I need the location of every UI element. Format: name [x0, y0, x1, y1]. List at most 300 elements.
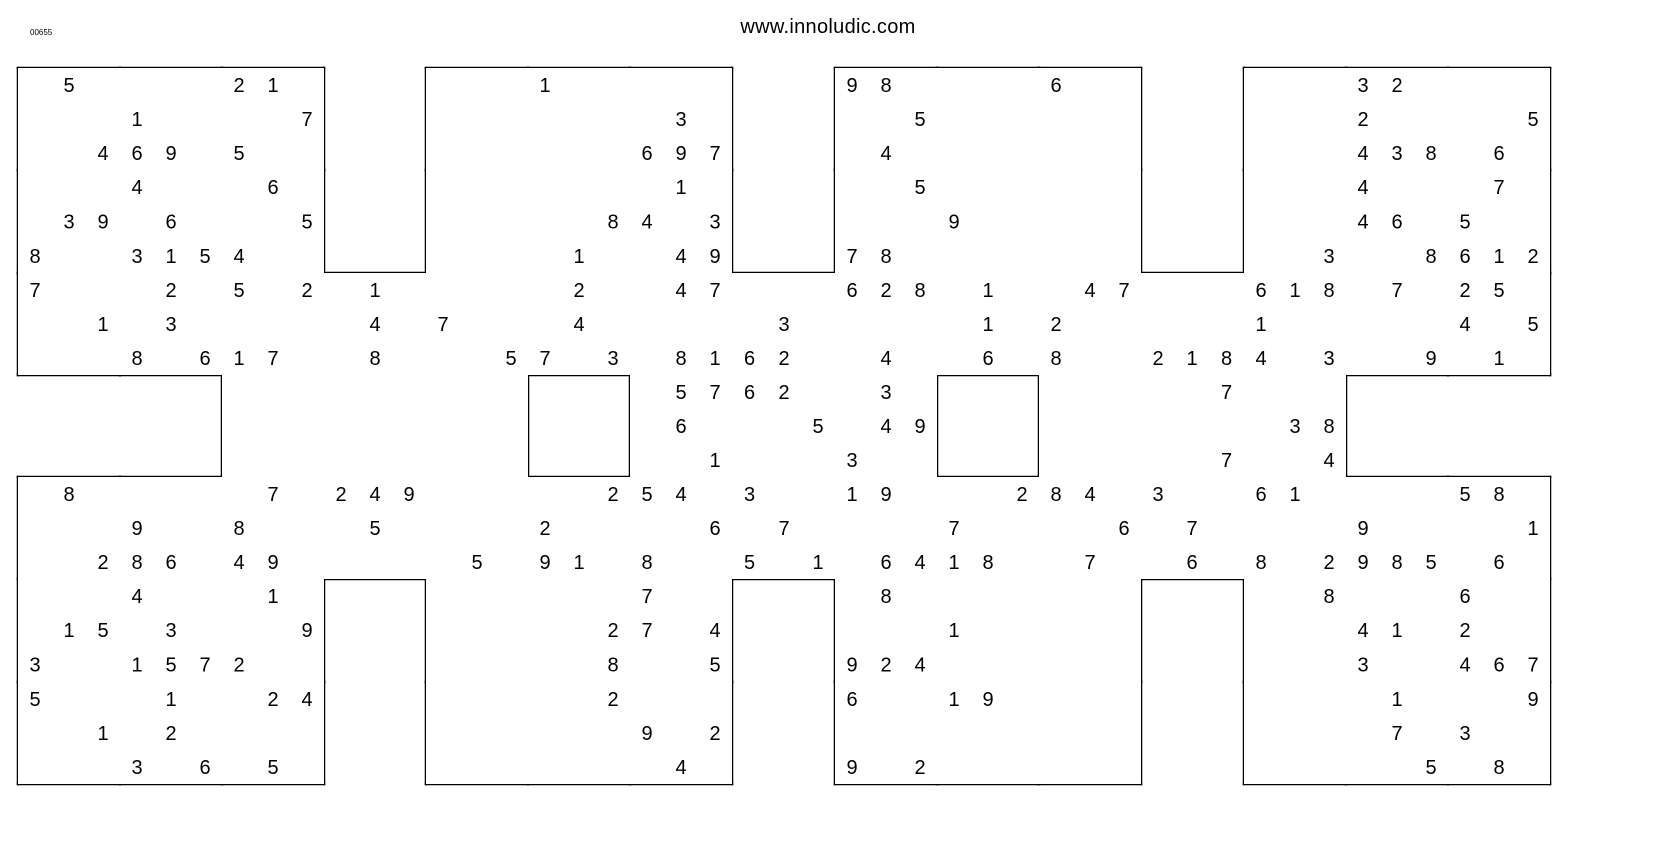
sudoku-cell[interactable]: [1141, 273, 1175, 307]
sudoku-cell[interactable]: [562, 750, 596, 784]
sudoku-cell[interactable]: [494, 647, 528, 682]
sudoku-cell[interactable]: [1073, 68, 1107, 102]
sudoku-cell[interactable]: [1346, 307, 1380, 341]
sudoku-cell[interactable]: [18, 170, 52, 204]
sudoku-cell[interactable]: [1312, 68, 1346, 102]
sudoku-cell[interactable]: [1244, 102, 1278, 136]
sudoku-cell[interactable]: [86, 579, 120, 613]
sudoku-cell[interactable]: [596, 136, 630, 170]
sudoku-cell[interactable]: [1039, 204, 1073, 239]
sudoku-cell[interactable]: [1516, 341, 1550, 375]
sudoku-cell[interactable]: [971, 579, 1005, 613]
sudoku-cell[interactable]: [1073, 239, 1107, 273]
sudoku-cell[interactable]: [698, 409, 732, 443]
sudoku-cell[interactable]: [596, 716, 630, 750]
sudoku-cell[interactable]: [1005, 273, 1039, 307]
sudoku-cell[interactable]: [664, 443, 698, 477]
sudoku-cell[interactable]: [460, 716, 494, 750]
sudoku-cell[interactable]: [1312, 716, 1346, 750]
sudoku-cell[interactable]: [1107, 682, 1141, 716]
sudoku-cell[interactable]: [801, 443, 835, 477]
sudoku-cell[interactable]: [1448, 68, 1482, 102]
sudoku-cell[interactable]: [903, 443, 937, 477]
sudoku-cell[interactable]: [869, 682, 903, 716]
sudoku-cell[interactable]: [1278, 545, 1312, 579]
sudoku-cell[interactable]: [1380, 307, 1414, 341]
sudoku-cell[interactable]: [664, 511, 698, 545]
sudoku-cell[interactable]: [1073, 136, 1107, 170]
sudoku-cell[interactable]: [1244, 170, 1278, 204]
sudoku-cell[interactable]: [1380, 102, 1414, 136]
sudoku-cell[interactable]: [1448, 341, 1482, 375]
sudoku-cell[interactable]: [835, 579, 869, 613]
sudoku-cell[interactable]: [86, 273, 120, 307]
sudoku-cell[interactable]: [494, 136, 528, 170]
sudoku-cell[interactable]: [971, 239, 1005, 273]
sudoku-cell[interactable]: [1482, 102, 1516, 136]
sudoku-cell[interactable]: [971, 170, 1005, 204]
sudoku-cell[interactable]: [1414, 273, 1448, 307]
sudoku-cell[interactable]: [290, 136, 324, 170]
sudoku-cell[interactable]: [1482, 579, 1516, 613]
sudoku-cell[interactable]: [1516, 716, 1550, 750]
sudoku-cell[interactable]: [1039, 102, 1073, 136]
sudoku-cell[interactable]: [1141, 409, 1175, 443]
sudoku-cell[interactable]: [256, 273, 290, 307]
sudoku-cell[interactable]: [256, 716, 290, 750]
sudoku-cell[interactable]: [290, 341, 324, 375]
sudoku-cell[interactable]: [903, 579, 937, 613]
sudoku-cell[interactable]: [698, 579, 732, 613]
sudoku-cell[interactable]: [1380, 647, 1414, 682]
sudoku-cell[interactable]: [1380, 477, 1414, 511]
sudoku-cell[interactable]: [698, 750, 732, 784]
sudoku-cell[interactable]: [903, 204, 937, 239]
sudoku-cell[interactable]: [358, 409, 392, 443]
sudoku-cell[interactable]: [1073, 443, 1107, 477]
sudoku-cell[interactable]: [630, 341, 664, 375]
sudoku-cell[interactable]: [1107, 307, 1141, 341]
sudoku-cell[interactable]: [154, 102, 188, 136]
sudoku-cell[interactable]: [1414, 307, 1448, 341]
sudoku-cell[interactable]: [392, 443, 426, 477]
sudoku-cell[interactable]: [494, 273, 528, 307]
sudoku-cell[interactable]: [290, 579, 324, 613]
sudoku-cell[interactable]: [460, 341, 494, 375]
sudoku-cell[interactable]: [426, 341, 460, 375]
sudoku-cell[interactable]: [426, 68, 460, 102]
sudoku-cell[interactable]: [835, 170, 869, 204]
sudoku-cell[interactable]: [1073, 647, 1107, 682]
sudoku-cell[interactable]: [1141, 307, 1175, 341]
sudoku-cell[interactable]: [1312, 647, 1346, 682]
sudoku-cell[interactable]: [903, 136, 937, 170]
sudoku-cell[interactable]: [1312, 511, 1346, 545]
sudoku-cell[interactable]: [971, 511, 1005, 545]
sudoku-cell[interactable]: [222, 307, 256, 341]
sudoku-cell[interactable]: [392, 511, 426, 545]
sudoku-cell[interactable]: [971, 102, 1005, 136]
sudoku-cell[interactable]: [494, 579, 528, 613]
sudoku-cell[interactable]: [154, 170, 188, 204]
sudoku-cell[interactable]: [494, 545, 528, 579]
sudoku-cell[interactable]: [903, 68, 937, 102]
sudoku-cell[interactable]: [1175, 273, 1209, 307]
sudoku-cell[interactable]: [154, 341, 188, 375]
sudoku-cell[interactable]: [528, 682, 562, 716]
sudoku-cell[interactable]: [1209, 409, 1244, 443]
sudoku-cell[interactable]: [1414, 613, 1448, 647]
sudoku-cell[interactable]: [528, 613, 562, 647]
sudoku-cell[interactable]: [494, 477, 528, 511]
sudoku-cell[interactable]: [494, 239, 528, 273]
sudoku-cell[interactable]: [494, 750, 528, 784]
sudoku-cell[interactable]: [937, 579, 971, 613]
sudoku-cell[interactable]: [1005, 511, 1039, 545]
sudoku-cell[interactable]: [120, 613, 154, 647]
sudoku-cell[interactable]: [869, 102, 903, 136]
sudoku-cell[interactable]: [52, 545, 86, 579]
sudoku-cell[interactable]: [18, 307, 52, 341]
sudoku-cell[interactable]: [120, 273, 154, 307]
sudoku-cell[interactable]: [630, 68, 664, 102]
sudoku-cell[interactable]: [1005, 613, 1039, 647]
sudoku-cell[interactable]: [494, 511, 528, 545]
sudoku-cell[interactable]: [528, 136, 562, 170]
sudoku-cell[interactable]: [1312, 613, 1346, 647]
sudoku-cell[interactable]: [426, 102, 460, 136]
sudoku-cell[interactable]: [426, 239, 460, 273]
sudoku-cell[interactable]: [1141, 443, 1175, 477]
sudoku-cell[interactable]: [528, 647, 562, 682]
sudoku-cell[interactable]: [358, 443, 392, 477]
sudoku-cell[interactable]: [460, 273, 494, 307]
sudoku-cell[interactable]: [1278, 682, 1312, 716]
sudoku-cell[interactable]: [971, 613, 1005, 647]
sudoku-cell[interactable]: [324, 511, 358, 545]
sudoku-cell[interactable]: [562, 613, 596, 647]
sudoku-cell[interactable]: [188, 545, 222, 579]
sudoku-cell[interactable]: [1346, 750, 1380, 784]
sudoku-cell[interactable]: [1073, 579, 1107, 613]
sudoku-cell[interactable]: [154, 477, 188, 511]
sudoku-cell[interactable]: [528, 204, 562, 239]
sudoku-cell[interactable]: [460, 307, 494, 341]
sudoku-cell[interactable]: [1073, 204, 1107, 239]
sudoku-cell[interactable]: [903, 716, 937, 750]
sudoku-cell[interactable]: [1278, 375, 1312, 409]
sudoku-cell[interactable]: [596, 545, 630, 579]
sudoku-cell[interactable]: [256, 307, 290, 341]
sudoku-cell[interactable]: [120, 477, 154, 511]
sudoku-cell[interactable]: [1005, 750, 1039, 784]
sudoku-cell[interactable]: [290, 239, 324, 273]
sudoku-cell[interactable]: [528, 239, 562, 273]
sudoku-cell[interactable]: [528, 102, 562, 136]
sudoku-cell[interactable]: [528, 170, 562, 204]
sudoku-cell[interactable]: [1312, 170, 1346, 204]
sudoku-cell[interactable]: [1516, 273, 1550, 307]
sudoku-cell[interactable]: [937, 239, 971, 273]
sudoku-cell[interactable]: [1448, 511, 1482, 545]
sudoku-cell[interactable]: [18, 477, 52, 511]
sudoku-cell[interactable]: [869, 511, 903, 545]
sudoku-cell[interactable]: [1073, 375, 1107, 409]
sudoku-cell[interactable]: [698, 68, 732, 102]
sudoku-cell[interactable]: [188, 136, 222, 170]
sudoku-cell[interactable]: [664, 68, 698, 102]
sudoku-cell[interactable]: [1005, 170, 1039, 204]
sudoku-cell[interactable]: [664, 204, 698, 239]
sudoku-cell[interactable]: [835, 545, 869, 579]
sudoku-cell[interactable]: [869, 170, 903, 204]
sudoku-cell[interactable]: [1005, 307, 1039, 341]
sudoku-cell[interactable]: [1039, 682, 1073, 716]
sudoku-cell[interactable]: [494, 409, 528, 443]
sudoku-cell[interactable]: [937, 102, 971, 136]
sudoku-cell[interactable]: [18, 545, 52, 579]
sudoku-cell[interactable]: [324, 545, 358, 579]
sudoku-cell[interactable]: [1107, 341, 1141, 375]
sudoku-cell[interactable]: [767, 477, 801, 511]
sudoku-cell[interactable]: [1278, 68, 1312, 102]
sudoku-cell[interactable]: [1278, 443, 1312, 477]
sudoku-cell[interactable]: [1244, 136, 1278, 170]
sudoku-cell[interactable]: [222, 750, 256, 784]
sudoku-cell[interactable]: [835, 102, 869, 136]
sudoku-cell[interactable]: [52, 341, 86, 375]
sudoku-cell[interactable]: [290, 545, 324, 579]
sudoku-cell[interactable]: [1448, 682, 1482, 716]
sudoku-cell[interactable]: [1414, 102, 1448, 136]
sudoku-cell[interactable]: [767, 409, 801, 443]
sudoku-cell[interactable]: [358, 545, 392, 579]
sudoku-cell[interactable]: [1039, 647, 1073, 682]
sudoku-cell[interactable]: [1005, 68, 1039, 102]
sudoku-cell[interactable]: [1107, 477, 1141, 511]
cell-layer[interactable]: [18, 68, 1550, 784]
sudoku-cell[interactable]: [392, 307, 426, 341]
sudoku-cell[interactable]: [358, 375, 392, 409]
sudoku-cell[interactable]: [664, 545, 698, 579]
sudoku-cell[interactable]: [188, 716, 222, 750]
sudoku-cell[interactable]: [460, 68, 494, 102]
sudoku-cell[interactable]: [971, 716, 1005, 750]
sudoku-cell[interactable]: [801, 375, 835, 409]
sudoku-cell[interactable]: [1414, 579, 1448, 613]
sudoku-cell[interactable]: [392, 409, 426, 443]
sudoku-cell[interactable]: [971, 136, 1005, 170]
sudoku-cell[interactable]: [562, 204, 596, 239]
sudoku-cell[interactable]: [1516, 545, 1550, 579]
sudoku-cell[interactable]: [528, 579, 562, 613]
sudoku-cell[interactable]: [664, 307, 698, 341]
sudoku-cell[interactable]: [1244, 239, 1278, 273]
sudoku-cell[interactable]: [903, 682, 937, 716]
sudoku-cell[interactable]: [460, 682, 494, 716]
sudoku-cell[interactable]: [1107, 613, 1141, 647]
sudoku-cell[interactable]: [630, 511, 664, 545]
sudoku-cell[interactable]: [290, 750, 324, 784]
sudoku-cell[interactable]: [1278, 170, 1312, 204]
sudoku-cell[interactable]: [562, 647, 596, 682]
sudoku-cell[interactable]: [937, 170, 971, 204]
sudoku-cell[interactable]: [1380, 579, 1414, 613]
sudoku-cell[interactable]: [1414, 682, 1448, 716]
sudoku-cell[interactable]: [801, 477, 835, 511]
sudoku-cell[interactable]: [188, 682, 222, 716]
sudoku-cell[interactable]: [86, 511, 120, 545]
sudoku-cell[interactable]: [256, 239, 290, 273]
sudoku-cell[interactable]: [1278, 239, 1312, 273]
sudoku-cell[interactable]: [426, 273, 460, 307]
sudoku-cell[interactable]: [426, 613, 460, 647]
sudoku-cell[interactable]: [426, 545, 460, 579]
sudoku-cell[interactable]: [290, 511, 324, 545]
sudoku-cell[interactable]: [256, 443, 290, 477]
sudoku-cell[interactable]: [1312, 102, 1346, 136]
sudoku-cell[interactable]: [1244, 613, 1278, 647]
sudoku-cell[interactable]: [698, 682, 732, 716]
sudoku-cell[interactable]: [937, 136, 971, 170]
sudoku-cell[interactable]: [630, 647, 664, 682]
sudoku-cell[interactable]: [426, 511, 460, 545]
sudoku-cell[interactable]: [1482, 68, 1516, 102]
sudoku-cell[interactable]: [392, 375, 426, 409]
sudoku-cell[interactable]: [1141, 545, 1175, 579]
sudoku-cell[interactable]: [1107, 102, 1141, 136]
sudoku-cell[interactable]: [1414, 647, 1448, 682]
sudoku-cell[interactable]: [154, 750, 188, 784]
sudoku-cell[interactable]: [1175, 409, 1209, 443]
sudoku-cell[interactable]: [732, 307, 767, 341]
sudoku-cell[interactable]: [188, 511, 222, 545]
sudoku-cell[interactable]: [869, 204, 903, 239]
sudoku-cell[interactable]: [52, 273, 86, 307]
sudoku-cell[interactable]: [1005, 204, 1039, 239]
sudoku-cell[interactable]: [1073, 307, 1107, 341]
sudoku-cell[interactable]: [596, 68, 630, 102]
sudoku-cell[interactable]: [1312, 682, 1346, 716]
sudoku-cell[interactable]: [494, 204, 528, 239]
sudoku-cell[interactable]: [460, 239, 494, 273]
sudoku-cell[interactable]: [1005, 579, 1039, 613]
sudoku-cell[interactable]: [460, 750, 494, 784]
sudoku-cell[interactable]: [1278, 750, 1312, 784]
sudoku-cell[interactable]: [835, 136, 869, 170]
sudoku-cell[interactable]: [937, 307, 971, 341]
sudoku-cell[interactable]: [1244, 647, 1278, 682]
sudoku-cell[interactable]: [630, 170, 664, 204]
sudoku-cell[interactable]: [1175, 477, 1209, 511]
sudoku-cell[interactable]: [1346, 273, 1380, 307]
sudoku-cell[interactable]: [1312, 750, 1346, 784]
sudoku-cell[interactable]: [188, 579, 222, 613]
sudoku-cell[interactable]: [1005, 682, 1039, 716]
sudoku-cell[interactable]: [835, 613, 869, 647]
sudoku-cell[interactable]: [1005, 239, 1039, 273]
sudoku-cell[interactable]: [256, 204, 290, 239]
sudoku-cell[interactable]: [1073, 409, 1107, 443]
sudoku-cell[interactable]: [630, 750, 664, 784]
sudoku-cell[interactable]: [460, 170, 494, 204]
sudoku-cell[interactable]: [1448, 102, 1482, 136]
sudoku-cell[interactable]: [1005, 341, 1039, 375]
sudoku-cell[interactable]: [154, 511, 188, 545]
sudoku-cell[interactable]: [1278, 647, 1312, 682]
sudoku-cell[interactable]: [392, 273, 426, 307]
sudoku-cell[interactable]: [1414, 511, 1448, 545]
sudoku-cell[interactable]: [460, 443, 494, 477]
sudoku-cell[interactable]: [1039, 375, 1073, 409]
sudoku-cell[interactable]: [596, 750, 630, 784]
sudoku-cell[interactable]: [1039, 545, 1073, 579]
sudoku-cell[interactable]: [1278, 579, 1312, 613]
sudoku-cell[interactable]: [903, 375, 937, 409]
sudoku-cell[interactable]: [460, 579, 494, 613]
sudoku-cell[interactable]: [1380, 170, 1414, 204]
sudoku-cell[interactable]: [188, 477, 222, 511]
sudoku-cell[interactable]: [1107, 204, 1141, 239]
sudoku-cell[interactable]: [1482, 682, 1516, 716]
sudoku-cell[interactable]: [1244, 375, 1278, 409]
sudoku-cell[interactable]: [630, 409, 664, 443]
sudoku-cell[interactable]: [1278, 204, 1312, 239]
sudoku-cell[interactable]: [120, 68, 154, 102]
sudoku-cell[interactable]: [1209, 511, 1244, 545]
sudoku-cell[interactable]: [460, 102, 494, 136]
sudoku-cell[interactable]: [494, 716, 528, 750]
sudoku-cell[interactable]: [1448, 750, 1482, 784]
sudoku-cell[interactable]: [971, 68, 1005, 102]
sudoku-cell[interactable]: [460, 477, 494, 511]
sudoku-cell[interactable]: [596, 273, 630, 307]
sudoku-cell[interactable]: [1073, 511, 1107, 545]
sudoku-cell[interactable]: [1175, 443, 1209, 477]
sudoku-cell[interactable]: [52, 239, 86, 273]
sudoku-cell[interactable]: [1039, 511, 1073, 545]
sudoku-cell[interactable]: [1107, 375, 1141, 409]
sudoku-cell[interactable]: [256, 409, 290, 443]
sudoku-cell[interactable]: [1005, 545, 1039, 579]
sudoku-cell[interactable]: [222, 477, 256, 511]
sudoku-cell[interactable]: [1448, 136, 1482, 170]
sudoku-cell[interactable]: [1073, 102, 1107, 136]
sudoku-cell[interactable]: [494, 307, 528, 341]
sudoku-cell[interactable]: [460, 375, 494, 409]
sudoku-cell[interactable]: [18, 341, 52, 375]
sudoku-cell[interactable]: [971, 477, 1005, 511]
sudoku-cell[interactable]: [392, 341, 426, 375]
sudoku-cell[interactable]: [1448, 545, 1482, 579]
sudoku-cell[interactable]: [222, 102, 256, 136]
sudoku-cell[interactable]: [222, 375, 256, 409]
sudoku-cell[interactable]: [732, 443, 767, 477]
sudoku-cell[interactable]: [1516, 68, 1550, 102]
sudoku-cell[interactable]: [1346, 716, 1380, 750]
sudoku-cell[interactable]: [222, 682, 256, 716]
sudoku-cell[interactable]: [290, 716, 324, 750]
sudoku-cell[interactable]: [1141, 375, 1175, 409]
sudoku-cell[interactable]: [1209, 307, 1244, 341]
sudoku-cell[interactable]: [562, 341, 596, 375]
sudoku-cell[interactable]: [1312, 477, 1346, 511]
sudoku-cell[interactable]: [835, 511, 869, 545]
sudoku-cell[interactable]: [630, 102, 664, 136]
sudoku-cell[interactable]: [256, 136, 290, 170]
sudoku-cell[interactable]: [1039, 716, 1073, 750]
sudoku-cell[interactable]: [426, 477, 460, 511]
